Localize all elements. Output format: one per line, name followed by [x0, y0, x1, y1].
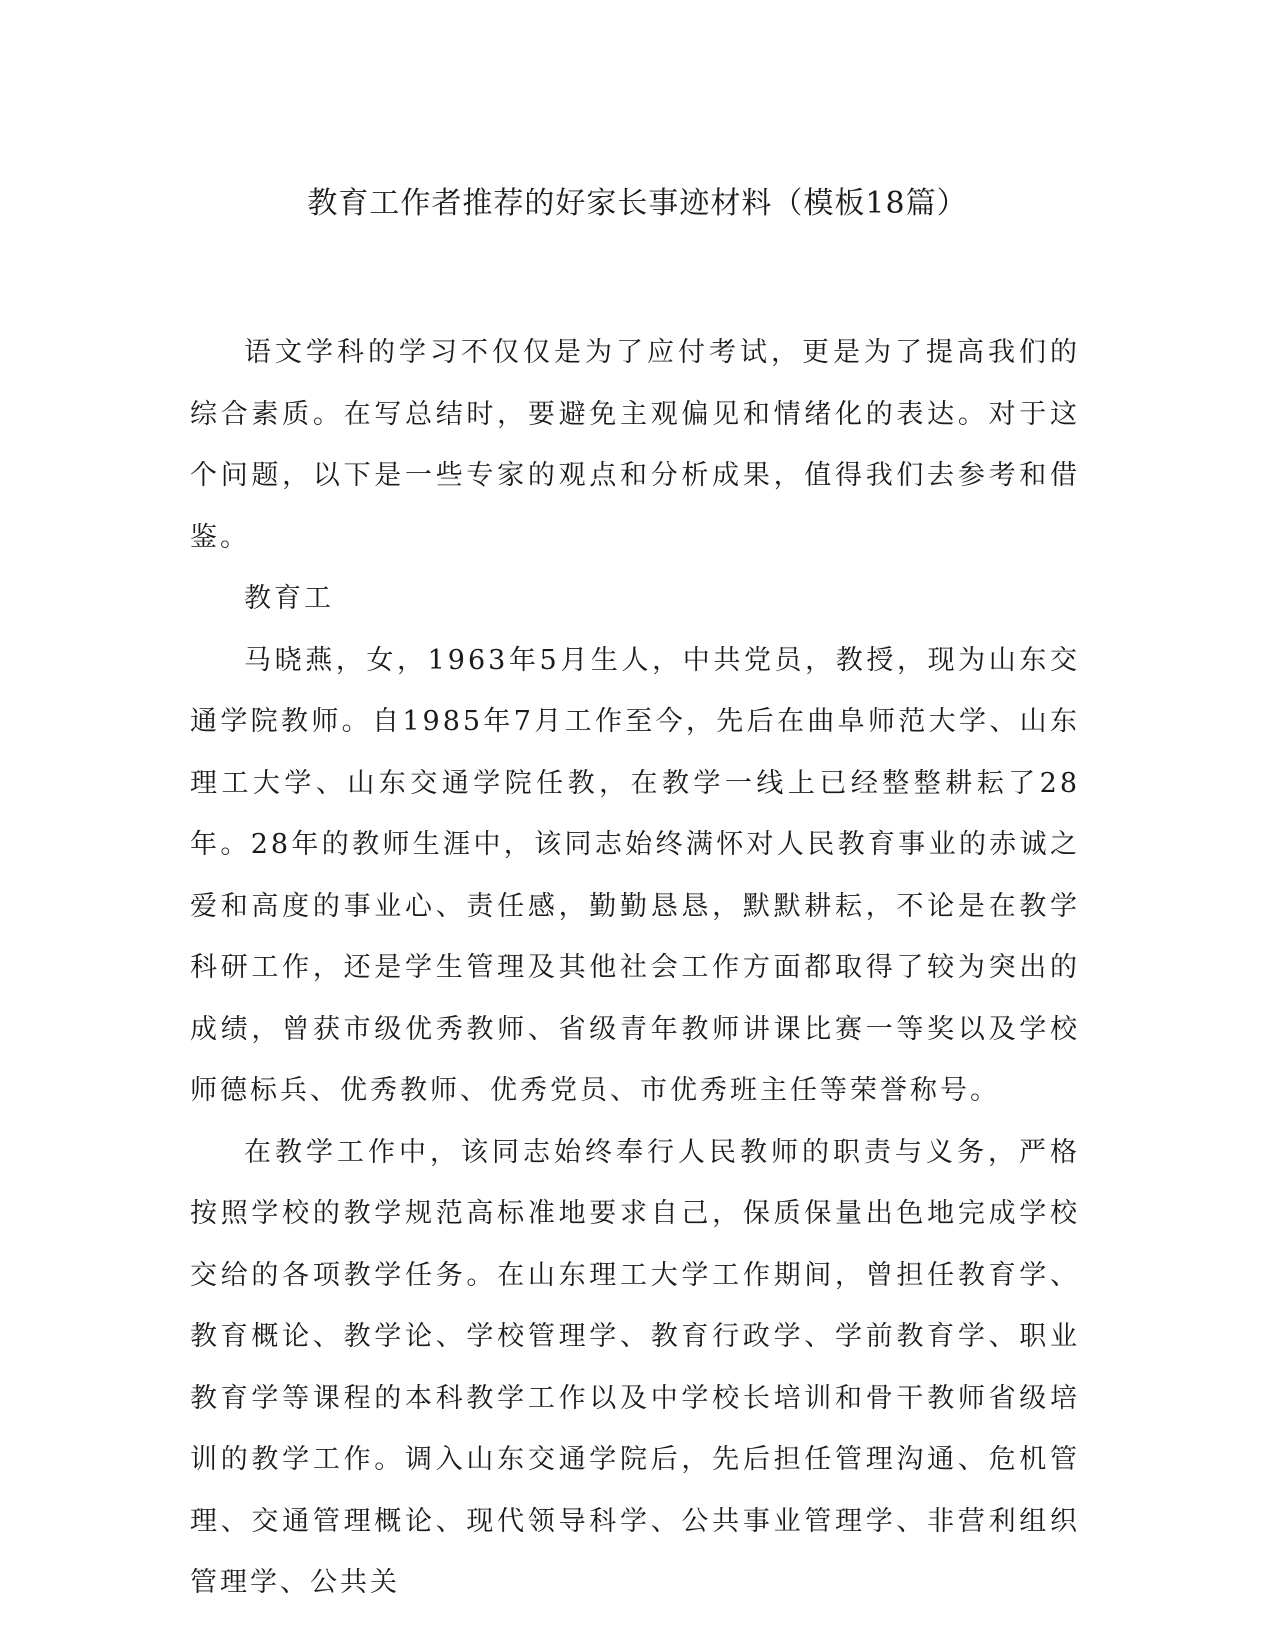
paragraph-biography: 马晓燕，女，1963年5月生人，中共党员，教授，现为山东交通学院教师。自1985年7月工作至今，先后在曲阜师范大学、山东理工大学、山东交通学院任教，在教学一线上已经整整耕耘了28年。28年的教师生涯中，该同志始终满怀对人民教育事业的赤诚之爱和高度的事业心、责任感，勤勤恳恳，默默耕耘，不论是在教学科研工作，还是学生管理及其他社会工作方面都取得了较为突出的成绩，曾获市级优秀教师、省级青年教师讲课比赛一等奖以及学校师德标兵、优秀教师、优秀党员、市优秀班主任等荣誉称号。 — [190, 644, 1080, 1106]
paragraph-teaching-work: 在教学工作中，该同志始终奉行人民教师的职责与义务，严格按照学校的教学规范高标准地要求自己，保质保量出色地完成学校交给的各项教学任务。在山东理工大学工作期间，曾担任教育学、教育概论、教学论、学校管理学、教育行政学、学前教育学、职业教育学等课程的本科教学工作以及中学校长培训和骨干教师省级培训的教学工作。调入山东交通学院后，先后担任管理沟通、危机管理、交通管理概论、现代领导科学、公共事业管理学、非营利组织管理学、公共关 — [190, 1136, 1080, 1598]
paragraph-intro: 语文学科的学习不仅仅是为了应付考试，更是为了提高我们的综合素质。在写总结时，要避免主观偏见和情绪化的表达。对于这个问题，以下是一些专家的观点和分析成果，值得我们去参考和借鉴。 — [190, 337, 1080, 553]
document-body — [190, 322, 1080, 1614]
paragraph-heading-fragment: 教育工 — [244, 583, 334, 614]
document-title: 教育工作者推荐的好家长事迹材料（模板18篇） — [307, 186, 968, 221]
